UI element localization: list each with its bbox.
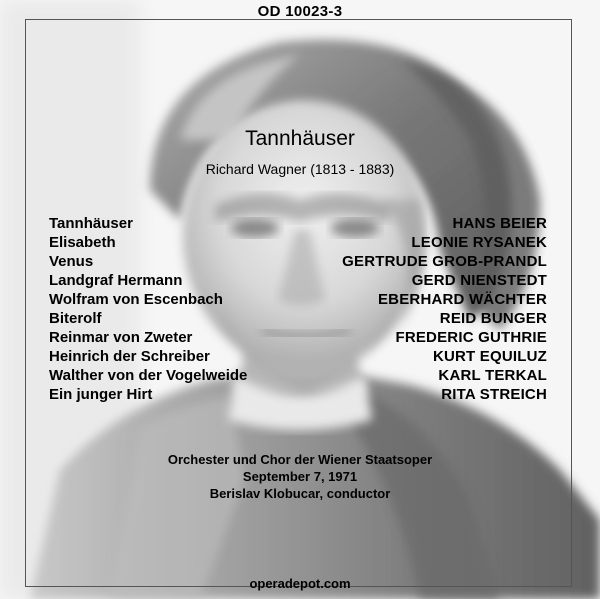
catalog-number: OD 10023-3 bbox=[257, 3, 343, 20]
role-name: Elisabeth bbox=[49, 234, 116, 251]
singer-name: FREDERIC GUTHRIE bbox=[395, 329, 547, 346]
role-name: Reinmar von Zweter bbox=[49, 329, 193, 346]
singer-name: LEONIE RYSANEK bbox=[411, 234, 547, 251]
website-credit: operadepot.com bbox=[249, 576, 351, 591]
singer-name: GERD NIENSTEDT bbox=[411, 272, 547, 289]
singer-name: KURT EQUILUZ bbox=[432, 348, 547, 365]
role-name: Heinrich der Schreiber bbox=[49, 348, 210, 365]
singer-name: REID BUNGER bbox=[439, 310, 547, 327]
performance-credits bbox=[0, 451, 600, 502]
role-name: Ein junger Hirt bbox=[49, 386, 153, 403]
role-list bbox=[49, 214, 247, 404]
role-name: Landgraf Hermann bbox=[49, 272, 183, 289]
conductor-credit: Berislav Klobucar, conductor bbox=[209, 486, 391, 501]
performance-date: September 7, 1971 bbox=[242, 469, 358, 484]
composer-line: Richard Wagner (1813 - 1883) bbox=[205, 161, 395, 177]
singer-name: KARL TERKAL bbox=[438, 367, 547, 384]
singer-name: EBERHARD WÄCHTER bbox=[377, 291, 547, 308]
singer-name: RITA STREICH bbox=[441, 386, 547, 403]
singer-name: GERTRUDE GROB-PRANDL bbox=[342, 253, 547, 270]
singer-name: HANS BEIER bbox=[452, 215, 547, 232]
role-name: Tannhäuser bbox=[49, 215, 133, 232]
role-name: Venus bbox=[49, 253, 94, 270]
role-name: Wolfram von Escenbach bbox=[49, 291, 223, 308]
role-name: Walther von der Vogelweide bbox=[49, 367, 248, 384]
singer-list bbox=[342, 214, 547, 404]
role-name: Biterolf bbox=[49, 310, 102, 327]
opera-title: Tannhäuser bbox=[245, 127, 355, 150]
ensemble-credit: Orchester und Chor der Wiener Staatsoper bbox=[167, 452, 433, 467]
